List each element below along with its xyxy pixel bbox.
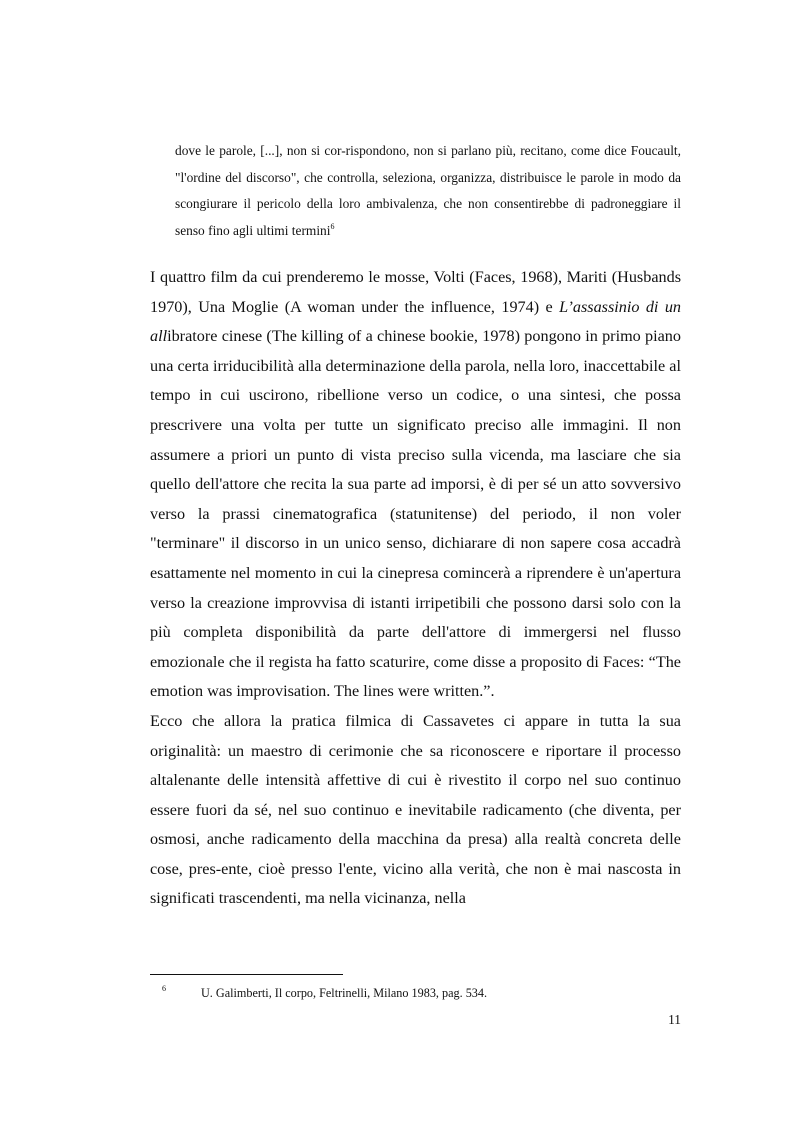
- paragraph-1-rest: ibratore cinese (The killing of a chinese bookie, 1978) pongono in primo piano una certa irriducibilità alla determinazione della parola, nella loro, inaccettabile al tempo in cui uscirono, ribellione verso un codice, o una sintesi, che possa prescrivere una volta per tutte un significato preciso alle immagini. Il non assumere a priori un punto di vista preciso sulla vicenda, ma lasciare che sia quello dell'attore che recita la sua parte ad imporsi, è di per sé un atto sovversivo verso la prassi cinematografica (statunitense) del periodo, il non voler "terminare" il discorso in un unico senso, dichiarare di non sapere cosa accadrà esattamente nel momento in cui la cinepresa comincerà a riprendere è un'apertura verso la creazione improvvisa di istanti irripetibili che possono darsi solo con la più completa disponibilità da parte dell'attore di immergersi nel flusso emozionale che il regista ha fatto scaturire, come disse a proposito di Faces: “The emotion was improvisation. The lines were written.”.: [150, 327, 681, 701]
- paragraph-2: Ecco che allora la pratica filmica di Cassavetes ci appare in tutta la sua originalità: un maestro di cerimonie che sa riconoscere e riportare il processo altalenante delle intensità affettive di cui è rivestito il corpo nel suo continuo essere fuori da sé, nel suo continuo e inevitabile radicamento (che diventa, per osmosi, anche radicamento della macchina da presa) alla realtà concreta delle cose, pres-ente, cioè presso l'ente, vicino alla verità, che non è mai nascosta in significati trascendenti, ma nella vicinanza, nella: [150, 711, 681, 908]
- footnote-text: U. Galimberti, Il corpo, Feltrinelli, Milano 1983, pag. 534.: [201, 986, 488, 1000]
- block-quote: [175, 138, 681, 244]
- footnote-reference[interactable]: 6: [330, 221, 335, 231]
- page-number: 11: [668, 1012, 681, 1027]
- italic-title: L’assassinio di un all: [150, 297, 682, 346]
- footnote-divider: [150, 974, 343, 975]
- body-text: [150, 263, 681, 914]
- quote-text: dove le parole, [...], non si cor-rispondono, non si parlano più, recitano, come dice Foucault, "l'ordine del discorso", che controlla, seleziona, organizza, distribuisce le parole in modo da scongiurare il pericolo della loro ambivalenza, che non consentirebbe di padroneggiare il senso fino agli ultimi termini: [175, 143, 681, 238]
- paragraph-1-start: I quattro film da cui prenderemo le mosse, Volti (Faces, 1968), Mariti (Husbands 1970), Una Moglie (A woman under the influence, 1974) e: [150, 268, 681, 316]
- paragraph-1: [150, 263, 681, 707]
- footnote-number: 6: [162, 984, 166, 993]
